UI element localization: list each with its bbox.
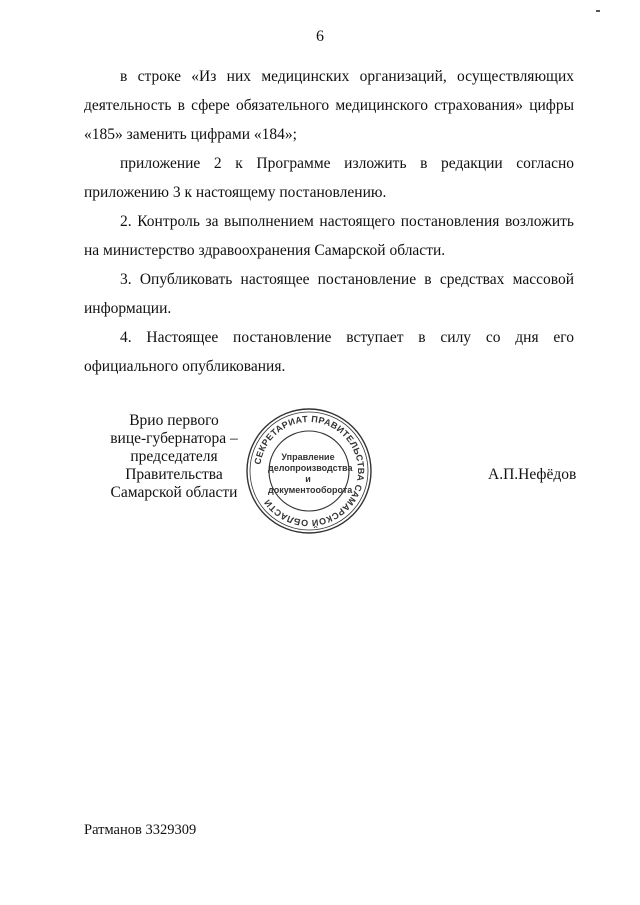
paragraph-control: 2. Контроль за выполнением настоящего постановления возложить на министерство здравоохранения Самарской области.	[84, 213, 574, 259]
scan-mark	[596, 10, 600, 12]
paragraph-publish: 3. Опубликовать настоящее постановление в средствах массовой информации.	[84, 271, 574, 317]
paragraph-effective-date: 4. Настоящее постановление вступает в силу со дня его официального опубликования.	[84, 329, 574, 375]
signatory-position-line: Врио первого	[129, 412, 219, 429]
page-number: 6	[316, 28, 324, 45]
executor-contact: Ратманов 3329309	[84, 822, 197, 838]
signatory-position	[84, 412, 264, 502]
stamp-ring-text: СЕКРЕТАРИАТ ПРАВИТЕЛЬСТВА САМАРСКОЙ ОБЛАСТИ	[252, 413, 367, 529]
paragraph-appendix-2: приложение 2 к Программе изложить в редакции согласно приложению 3 к настоящему постановлению.	[84, 155, 574, 201]
signatory-position-line: вице-губернатора –	[110, 430, 238, 447]
signatory-name: А.П.Нефёдов	[488, 466, 577, 483]
stamp-center-line: делопроизводства	[268, 463, 353, 473]
paragraph-replace-figures: в строке «Из них медицинских организаций, осуществляющих деятельность в сфере обязательного медицинского страхования» цифры «185» заменить цифрами «184»;	[84, 68, 574, 143]
document-body	[84, 62, 574, 381]
stamp-center-text	[268, 452, 353, 496]
signatory-position-line: председателя Правительства	[125, 448, 223, 483]
stamp-center-line: Управление	[281, 452, 335, 462]
stamp-center-line: и документооборота	[268, 474, 353, 495]
signatory-position-line: Самарской области	[110, 484, 238, 501]
